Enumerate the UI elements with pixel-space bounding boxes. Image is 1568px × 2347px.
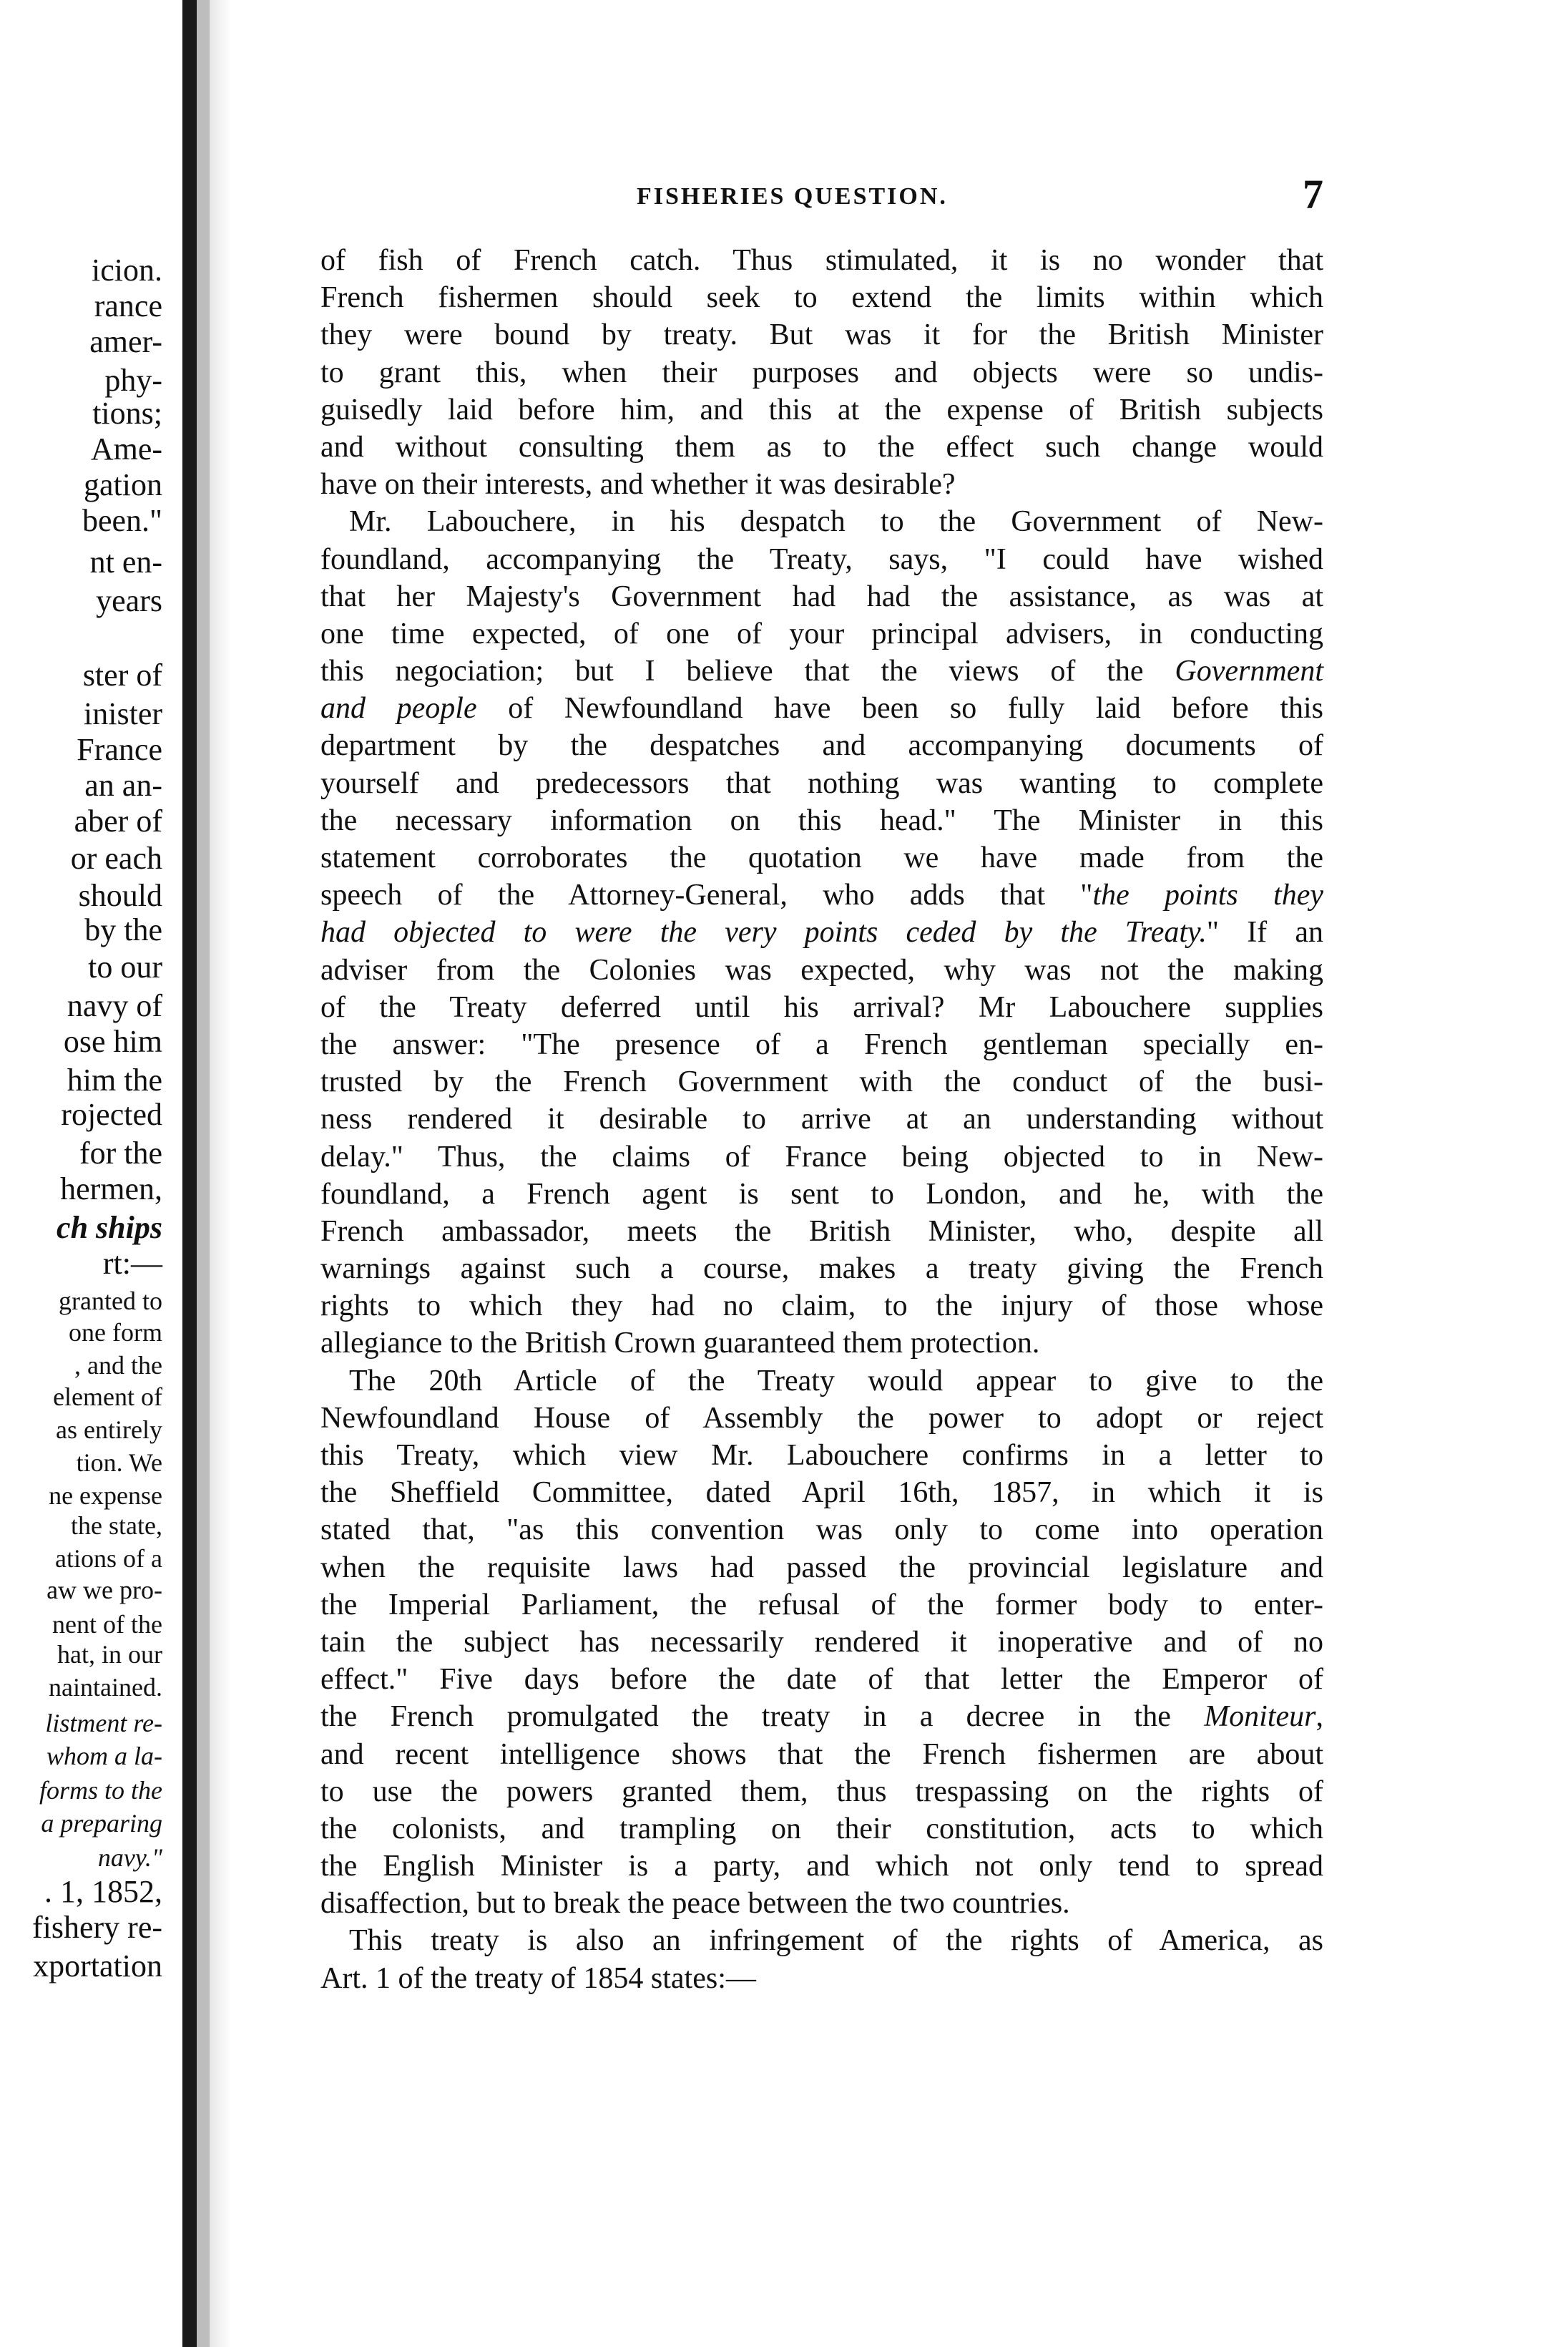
left-margin-fragment: Ame- [90,431,162,467]
left-margin-fragment: , and the [74,1351,162,1380]
left-margin-fragment: hat, in our [57,1640,162,1669]
left-margin-fragment: fishery re- [31,1910,162,1945]
left-margin-fragment: ne expense [49,1481,162,1510]
left-margin-fragment: navy." [97,1843,162,1872]
left-margin-fragment: him the [67,1063,162,1098]
left-margin-fragment: forms to the [39,1776,162,1805]
text-line: statement corroborates the quotation we have made from the [320,841,1323,874]
text-line: of fish of French catch. Thus stimulated, it is no wonder that [320,244,1323,277]
text-line: French ambassador, meets the British Minister, who, despite all [320,1214,1323,1248]
left-margin-fragment: element of [53,1382,162,1411]
text-line: delay." Thus, the claims of France being objected to in New- [320,1140,1323,1174]
left-margin-fragment: aber of [74,804,162,839]
left-margin-fragment: tions; [92,396,162,431]
text-line: this Treaty, which view Mr. Labouchere confirms in a letter to [320,1439,1323,1472]
text-line: they were bound by treaty. But was it for the British Minister [320,318,1323,352]
left-margin-fragment: ose him [63,1024,162,1059]
left-margin-fragment: phy- [104,363,162,398]
left-margin-fragment: xportation [33,1948,162,1984]
text-line: The 20th Article of the Treaty would appear to give to the [349,1364,1323,1397]
left-margin-fragment: tion. We [76,1448,162,1477]
text-line: This treaty is also an infringement of the rights of America, as [349,1924,1323,1958]
text-line: the French promulgated the treaty in a decree in the Moniteur, [320,1700,1323,1734]
left-margin-fragment: an an- [84,768,162,803]
left-margin-fragment: as entirely [56,1415,162,1444]
left-margin-fragment: hermen, [60,1171,162,1206]
book-gutter-fade [210,0,231,2347]
text-line: when the requisite laws had passed the provincial legislature and [320,1551,1323,1584]
left-margin-fragment: a preparing [41,1809,162,1838]
text-line: disaffection, but to break the peace between the two countries. [320,1887,1070,1921]
left-margin-fragment: to our [88,950,162,985]
left-margin-fragment: ster of [82,658,162,693]
text-line: allegiance to the British Crown guaranteed them protection. [320,1327,1040,1360]
text-line: yourself and predecessors that nothing was wanting to complete [320,766,1323,800]
text-line: adviser from the Colonies was expected, why was not the making [320,953,1323,987]
book-gutter-shadow [182,0,197,2347]
text-line: Art. 1 of the treaty of 1854 states:— [320,1961,756,1995]
left-margin-fragment: by the [84,912,162,947]
left-margin-fragment: ations of a [55,1544,162,1573]
text-line: rights to which they had no claim, to the injury of those whose [320,1289,1323,1323]
left-margin-fragment: for the [79,1136,162,1171]
text-line: tain the subject has necessarily rendered it inoperative and of no [320,1625,1323,1659]
left-margin-fragment: rojected [61,1097,162,1132]
text-line: trusted by the French Government with the conduct of the busi- [320,1065,1323,1099]
left-margin-fragment: gation [84,467,162,502]
left-margin-fragment: been." [82,503,162,538]
text-line: effect." Five days before the date of that letter the Emperor of [320,1663,1323,1697]
text-line: foundland, accompanying the Treaty, says, "I could have wished [320,542,1323,576]
book-gutter-edge [197,0,210,2347]
left-margin-fragment: granted to [59,1287,162,1315]
text-line: the answer: "The presence of a French gentleman specially en- [320,1028,1323,1061]
text-line: foundland, a French agent is sent to London, and he, with the [320,1177,1323,1211]
left-margin-fragment: the state, [71,1511,162,1540]
text-line: Mr. Labouchere, in his despatch to the Government of New- [349,505,1323,539]
text-line: and recent intelligence shows that the French fishermen are about [320,1737,1323,1771]
left-margin-fragment: navy of [67,988,162,1023]
left-margin-fragment: rance [94,288,162,323]
left-page-fragment [0,0,182,2347]
text-line: of the Treaty deferred until his arrival? Mr Labouchere supplies [320,990,1323,1024]
left-margin-fragment: inister [84,696,162,731]
left-margin-fragment: listment re- [45,1709,162,1737]
text-line: that her Majesty's Government had had the assistance, as was at [320,580,1323,613]
left-margin-fragment: one form [69,1318,162,1347]
left-margin-fragment: rt:— [102,1246,162,1281]
text-line: and people of Newfoundland have been so fully laid before this [320,692,1324,726]
text-line: had objected to were the very points ceded by the Treaty." If an [320,916,1323,950]
text-line: French fishermen should seek to extend the limits within which [320,281,1323,315]
running-head: FISHERIES QUESTION. [637,183,948,210]
body-text [320,242,1323,1997]
left-margin-fragment: . 1, 1852, [44,1874,162,1909]
text-line: guisedly laid before him, and this at the expense of British subjects [320,393,1323,426]
left-margin-fragment: should [78,878,162,913]
left-margin-fragment: whom a la- [46,1742,162,1770]
text-line: Newfoundland House of Assembly the power to adopt or reject [320,1401,1323,1435]
text-line: this negociation; but I believe that the views of the Government [320,655,1323,688]
left-margin-fragment: naintained. [49,1673,162,1702]
left-margin-fragment: or each [70,841,162,876]
text-line: the Sheffield Committee, dated April 16th, 1857, in which it is [320,1476,1323,1510]
left-margin-fragment: nt en- [89,545,162,580]
page-number: 7 [1303,171,1323,218]
text-line: speech of the Attorney-General, who adds that "the points they [320,879,1323,912]
text-line: the necessary information on this head." The Minister in this [320,804,1323,837]
text-line: one time expected, of one of your principal advisers, in conducting [320,617,1323,650]
left-margin-fragment: France [77,732,162,767]
text-line: to use the powers granted them, thus trespassing on the rights of [320,1775,1323,1808]
text-line: stated that, "as this convention was only to come into operation [320,1513,1323,1547]
text-line: the English Minister is a party, and which not only tend to spread [320,1850,1323,1883]
left-margin-fragment: aw we pro- [46,1576,162,1604]
left-margin-fragment: nent of the [52,1610,162,1639]
text-line: have on their interests, and whether it was desirable? [320,468,956,502]
left-margin-fragment: ch ships [57,1210,162,1245]
left-margin-fragment: years [96,583,162,618]
text-line: the Imperial Parliament, the refusal of the former body to enter- [320,1588,1323,1621]
text-line: the colonists, and trampling on their constitution, acts to which [320,1812,1323,1845]
text-line: ness rendered it desirable to arrive at an understanding without [320,1103,1323,1136]
page-header [322,171,1323,222]
left-margin-fragment: icion. [92,253,162,288]
text-line: department by the despatches and accompanying documents of [320,729,1323,763]
text-line: to grant this, when their purposes and objects were so undis- [320,356,1323,389]
text-line: warnings against such a course, makes a treaty giving the French [320,1252,1323,1286]
left-margin-fragment: amer- [89,324,162,359]
text-line: and without consulting them as to the effect such change would [320,430,1323,464]
